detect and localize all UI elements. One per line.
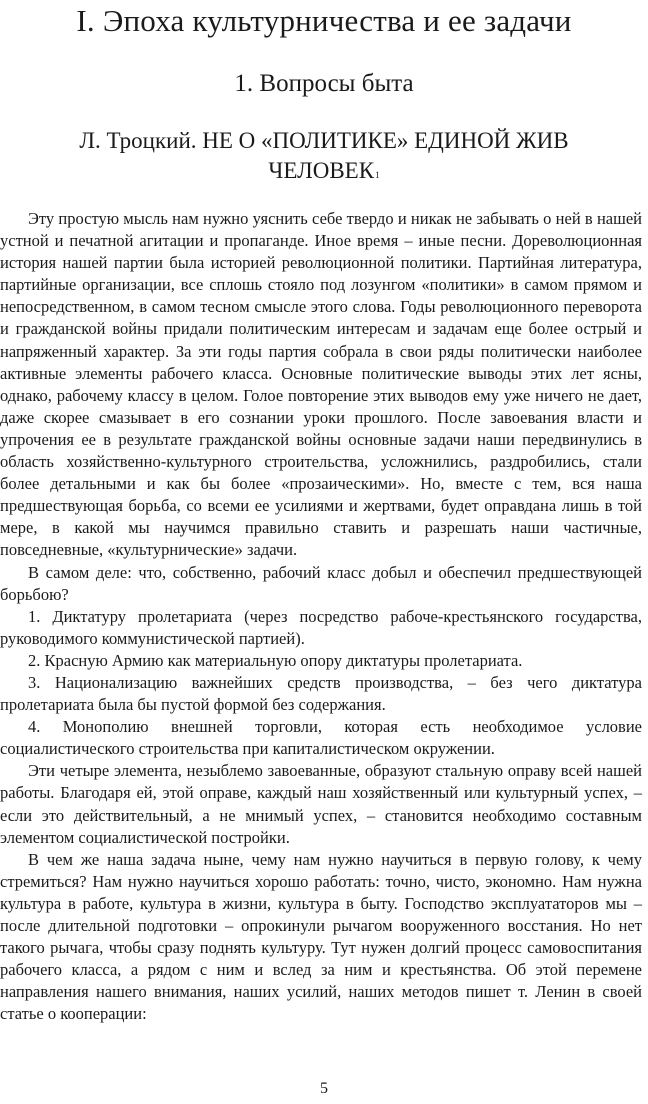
- paragraph: В чем же наша задача ныне, чему нам нужно научиться в первую голову, к чему стремиться? Нам нужно научиться хорошо работать: точно, чисто, экономно. Нам нужна культура в работе, культура в жизни, культура в быту. Господство эксплуататоров мы – после длительной подготовки – опрокинули рычагом вооруженного восстания. Но нет такого рычага, чтобы сразу поднять культуру. Тут нужен долгий процесс самовоспитания рабочего класса, а рядом с ним и вслед за ним и крестьянства. Об этой перемене направления нашего внимания, наших усилий, наших методов пишет т. Ленин в своей статье о кооперации:: [0, 849, 642, 1024]
- paragraph: Эту простую мысль нам нужно уяснить себе твердо и никак не забывать о ней в нашей устной и печатной агитации и пропаганде. Иное время – иные песни. Дореволюционная история нашей партии была историей революционной политики. Партийная литература, партийные организации, все сплошь стояло под лозунгом «политики» в самом прямом и непосредственном, в самом тесном смысле этого слова. Годы революционного переворота и гражданской войны придали политическим интересам и задачам еще более острый и напряженный характер. За эти годы партия собрала в свои ряды политически наиболее активные элементы рабочего класса. Основные политические выводы этих лет ясны, однако, рабочему классу в целом. Голое повторение этих выводов ему уже ничего не дает, даже скорее смазывает в его сознании уроки прошлого. После завоевания власти и упрочения ее в результате гражданской войны основные задачи наши передвинулись в область хозяйственно-культурного строительства, усложнились, раздробились, стали более детальными и как бы более «прозаическими». Но, вместе с тем, вся наша предшествующая борьба, со всеми ее усилиями и жертвами, будет оправдана лишь в той мере, в какой мы научимся правильно ставить и разрешать наши частичные, повседневные, «культурнические» задачи.: [0, 209, 642, 560]
- paragraph: 4. Монополию внешней торговли, которая есть необходимое условие социалистического строительства при капиталистическом окружении.: [0, 717, 642, 759]
- paragraph: Эти четыре элемента, незыблемо завоеванные, образуют стальную оправу всей нашей работы. Благодаря ей, этой оправе, каждый наш хозяйственный или культурный успех, – если это действительный, а не мнимый успех, – становится необходимо составным элементом социалистической постройки.: [0, 761, 642, 847]
- paragraph: 2. Красную Армию как материальную опору диктатуры пролетариата.: [28, 650, 523, 670]
- paragraph: 3. Национализацию важнейших средств производства, – без чего диктатура пролетариата была бы пустой формой без содержания.: [0, 672, 642, 715]
- article-title-line-2-text: ЧЕЛОВЕК: [268, 158, 375, 183]
- paragraph: В самом деле: что, собственно, рабочий класс добыл и обеспечил предшествующей борьбою?: [0, 562, 642, 604]
- section-title: 1. Вопросы быта: [234, 70, 414, 97]
- article-body: [0, 208, 642, 1025]
- article-title-line-1: Л. Троцкий. НЕ О «ПОЛИТИКЕ» ЕДИНОЙ ЖИВ: [79, 128, 569, 153]
- article-title: [20, 126, 628, 186]
- footnote-reference[interactable]: 1: [375, 170, 380, 180]
- paragraph: 1. Диктатуру пролетариата (через посредство рабоче-крестьянского государства, руководимого коммунистической партией).: [0, 606, 642, 648]
- chapter-title: I. Эпоха культурничества и ее задачи: [76, 3, 572, 38]
- page-number: 5: [320, 1080, 328, 1097]
- article-title-line-2: [20, 156, 628, 186]
